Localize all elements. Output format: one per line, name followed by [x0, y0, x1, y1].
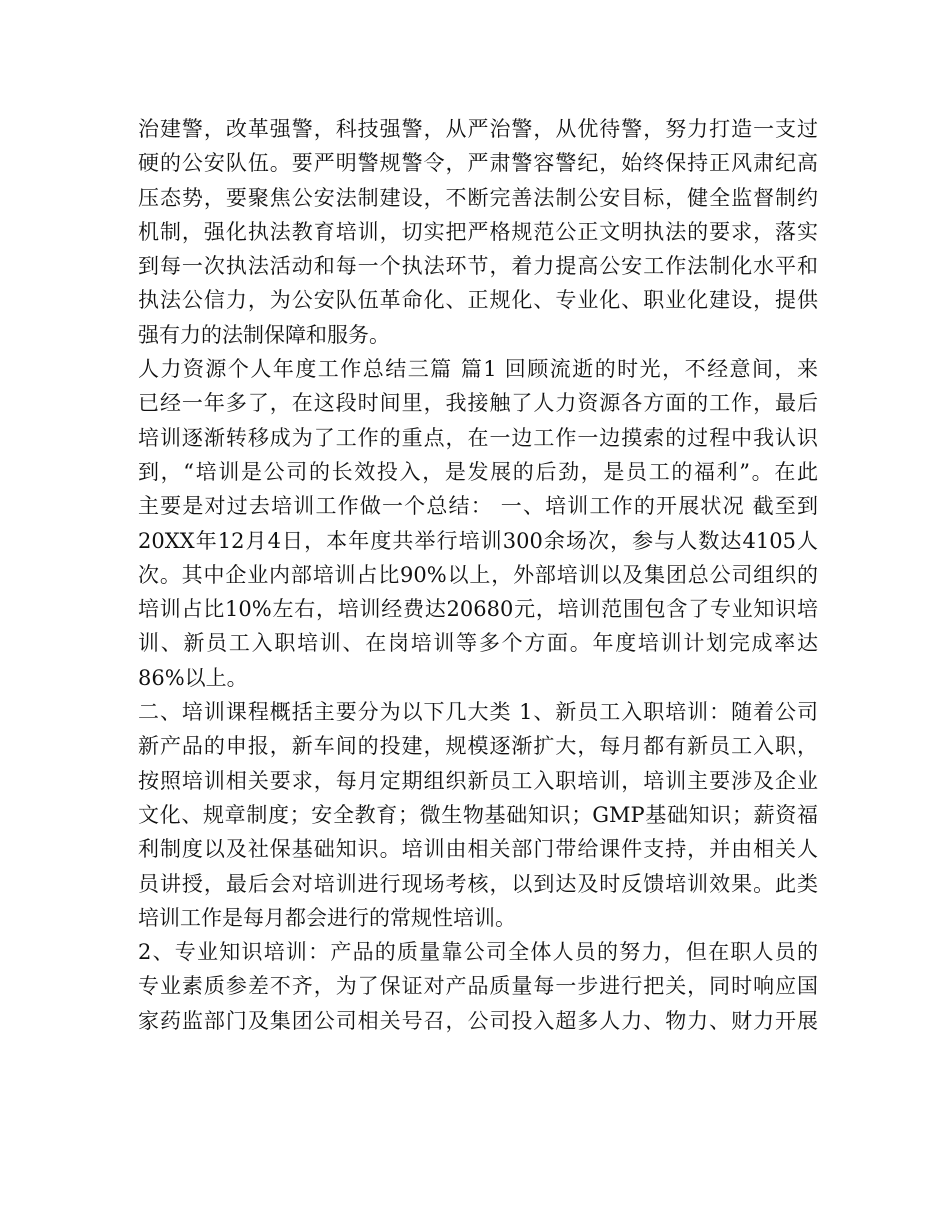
text-line: 压态势，要聚焦公安法制建设，不断完善法制公安目标，健全监督制约: [138, 185, 818, 210]
text-line: 机制，强化执法教育培训，切实把严格规范公正文明执法的要求，落实: [138, 219, 818, 244]
text-line: 到，“培训是公司的长效投入，是发展的后劲，是员工的福利”。在此: [138, 459, 818, 484]
text-line: 二、培训课程概括主要分为以下几大类 1、新员工入职培训：随着公司: [138, 700, 818, 725]
text-line: 次。其中企业内部培训占比90%以上，外部培训以及集团总公司组织的: [138, 562, 818, 587]
text-line: 按照培训相关要求，每月定期组织新员工入职培训，培训主要涉及企业: [138, 768, 818, 793]
text-line: 员讲授，最后会对培训进行现场考核，以到达及时反馈培训效果。此类: [138, 871, 818, 896]
text-line: 已经一年多了，在这段时间里，我接触了人力资源各方面的工作，最后: [138, 391, 818, 416]
text-line: 文化、规章制度；安全教育；微生物基础知识；GMP基础知识；薪资福: [138, 802, 818, 827]
text-line: 培训逐渐转移成为了工作的重点，在一边工作一边摸索的过程中我认识: [138, 425, 818, 450]
text-line: 强有力的法制保障和服务。: [138, 322, 390, 347]
text-line: 新产品的申报，新车间的投建，规模逐渐扩大，每月都有新员工入职，: [138, 734, 818, 759]
text-line: 专业素质参差不齐，为了保证对产品质量每一步进行把关，同时响应国: [138, 974, 818, 999]
text-line: 到每一次执法活动和每一个执法环节，着力提高公安工作法制化水平和: [138, 254, 818, 279]
document-body: [138, 112, 818, 1038]
text-line: 培训占比10%左右，培训经费达20680元，培训范围包含了专业知识培: [138, 597, 818, 622]
text-line: 训、新员工入职培训、在岗培训等多个方面。年度培训计划完成率达: [138, 631, 818, 656]
text-line: 2、专业知识培训：产品的质量靠公司全体人员的努力，但在职人员的: [138, 940, 818, 965]
text-line: 利制度以及社保基础知识。培训由相关部门带给课件支持，并由相关人: [138, 837, 818, 862]
text-line: 主要是对过去培训工作做一个总结： 一、培训工作的开展状况 截至到: [138, 494, 818, 519]
text-line: 执法公信力，为公安队伍革命化、正规化、专业化、职业化建设，提供: [138, 288, 818, 313]
text-line: 20XX年12月4日，本年度共举行培训300余场次，参与人数达4105人: [138, 528, 818, 553]
text-line: 治建警，改革强警，科技强警，从严治警，从优待警，努力打造一支过: [138, 117, 818, 141]
text-line: 人力资源个人年度工作总结三篇 篇1 回顾流逝的时光，不经意间，来: [138, 357, 818, 382]
text-line: 86%以上。: [138, 665, 248, 690]
text-line: 培训工作是每月都会进行的常规性培训。: [138, 905, 516, 930]
text-line: 家药监部门及集团公司相关号召，公司投入超多人力、物力、财力开展: [138, 1008, 818, 1033]
text-line: 硬的公安队伍。要严明警规警令，严肃警容警纪，始终保持正风肃纪高: [138, 151, 818, 176]
